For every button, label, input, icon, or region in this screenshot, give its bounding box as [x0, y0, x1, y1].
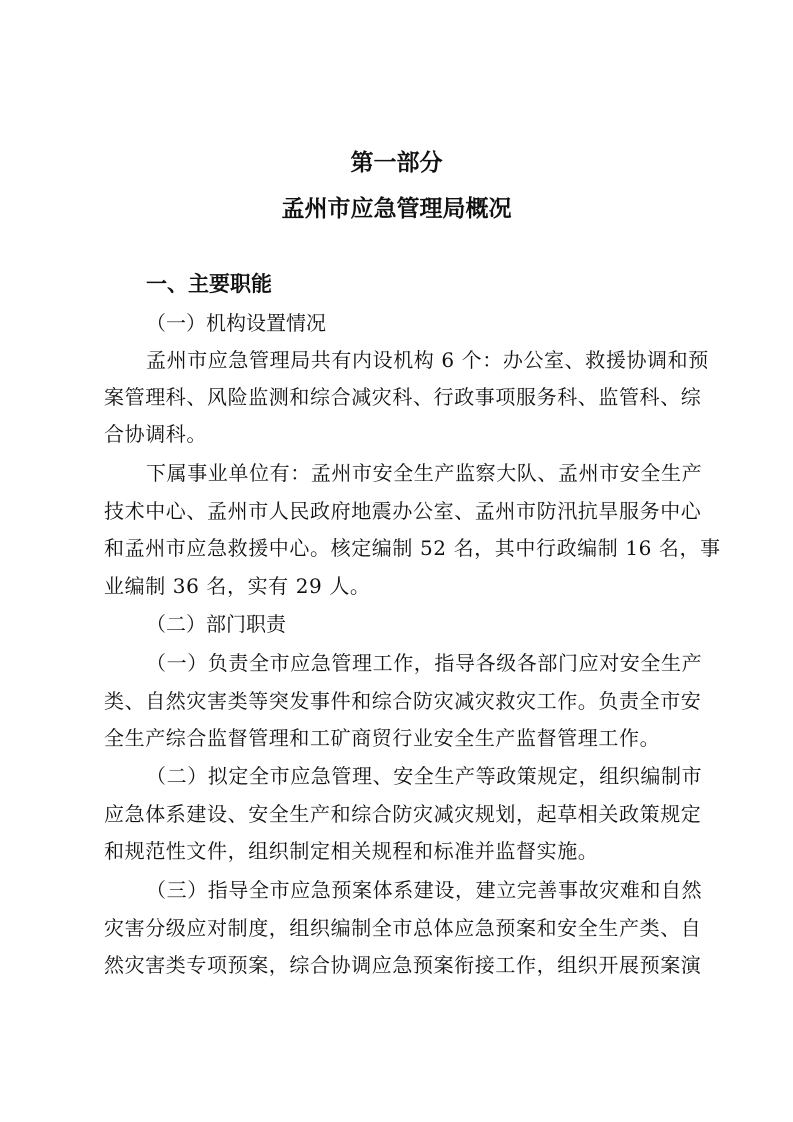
subsection-heading-organization: （一）机构设置情况 — [146, 311, 326, 335]
paragraph-line: （一）负责全市应急管理工作，指导各级各部门应对安全生产 — [146, 651, 703, 675]
paragraph-line: （三）指导全市应急预案体系建设，建立完善事故灾难和自然 — [146, 878, 703, 902]
paragraph-line: 然灾害类专项预案，综合协调应急预案衔接工作，组织开展预案演 — [104, 953, 702, 977]
paragraph-line: 类、自然灾害类等突发事件和综合防灾减灾救灾工作。负责全市安 — [104, 689, 702, 713]
paragraph-line: 孟州市应急管理局共有内设机构 6 个：办公室、救援协调和预 — [146, 348, 709, 372]
paragraph-line: 案管理科、风险监测和综合减灾科、行政事项服务科、监管科、综 — [104, 385, 702, 409]
paragraph-line: 业编制 36 名，实有 29 人。 — [104, 574, 371, 598]
paragraph-line: 下属事业单位有：孟州市安全生产监察大队、孟州市安全生产 — [146, 461, 703, 485]
subsection-heading-responsibilities: （二）部门职责 — [146, 612, 286, 636]
paragraph-line: 和规范性文件，组织制定相关规程和标准并监督实施。 — [104, 839, 599, 863]
paragraph-line: 全生产综合监督管理和工矿商贸行业安全生产监督管理工作。 — [104, 726, 661, 750]
section-heading-main-functions: 一、主要职能 — [146, 272, 272, 296]
paragraph-line: 应急体系建设、安全生产和综合防灾减灾规划，起草相关政策规定 — [104, 802, 702, 826]
paragraph-line: 合协调科。 — [104, 422, 207, 446]
paragraph-line: （二）拟定全市应急管理、安全生产等政策规定，组织编制市 — [146, 764, 703, 788]
paragraph-line: 和孟州市应急救援中心。核定编制 52 名，其中行政编制 16 名，事 — [104, 536, 721, 560]
document-title: 孟州市应急管理局概况 — [281, 196, 512, 222]
part-title: 第一部分 — [350, 150, 443, 176]
paragraph-line: 技术中心、孟州市人民政府地震办公室、孟州市防汛抗旱服务中心 — [104, 499, 702, 523]
paragraph-line: 灾害分级应对制度，组织编制全市总体应急预案和安全生产类、自 — [104, 916, 702, 940]
